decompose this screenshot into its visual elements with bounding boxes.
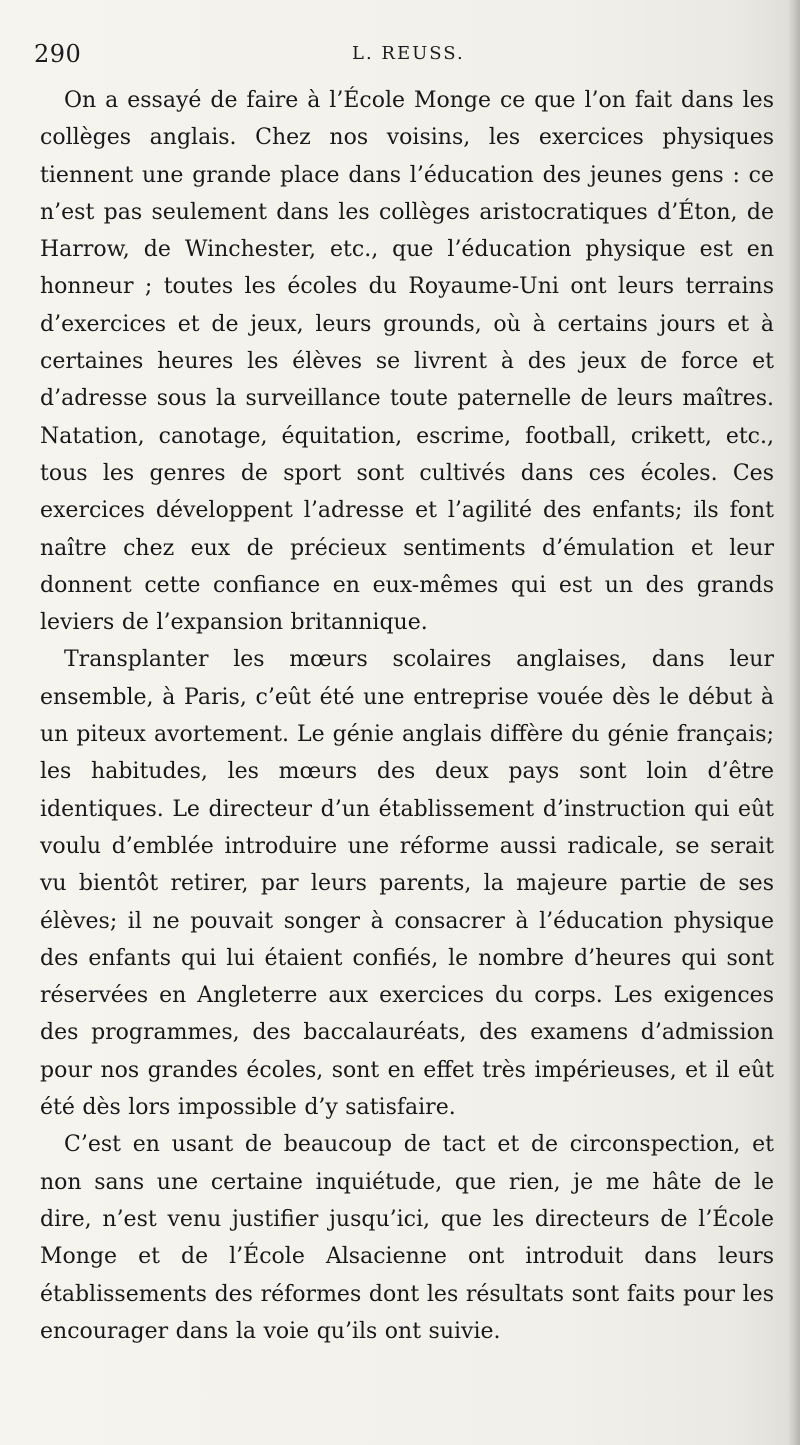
page-edge-shadow: [788, 0, 800, 1445]
page-header: [34, 40, 764, 74]
body-text: [40, 82, 774, 1350]
running-head: L. REUSS.: [352, 43, 465, 64]
paragraph-3: C’est en usant de beaucoup de tact et de circonspection, et non sans une certaine inquiétude, que rien, je me hâte de le dire, n’est venu justifier jusqu’ici, que les directeurs de l’École Monge et de l’École Alsacienne ont introduit dans leurs établissements des réformes dont les résultats sont faits pour les encourager dans la voie qu’ils ont suivie.: [40, 1132, 774, 1344]
paragraph-1: On a essayé de faire à l’École Monge ce que l’on fait dans les collèges anglais. Chez nos voisins, les exercices physiques tiennent une grande place dans l’éducation des jeunes gens : ce n’est pas seulement dans les collèges aristocratiques d’Éton, de Harrow, de Winchester, etc., que l’éducation physique est en honneur ; toutes les écoles du Royaume-Uni ont leurs terrains d’exercices et de jeux, leurs grounds, où à certains jours et à certaines heures les élèves se livrent à des jeux de force et d’adresse sous la surveillance toute paternelle de leurs maîtres. Natation, canotage, équitation, escrime, football, crikett, etc., tous les genres de sport sont cultivés dans ces écoles. Ces exercices développent l’adresse et l’agilité des enfants; ils font naître chez eux de précieux sentiments d’émulation et leur donnent cette confiance en eux-mêmes qui est un des grands leviers de l’expansion britannique.: [40, 88, 774, 636]
paragraph-2: Transplanter les mœurs scolaires anglaises, dans leur ensemble, à Paris, c’eût été une entreprise vouée dès le début à un piteux avortement. Le génie anglais diffère du génie français; les habitudes, les mœurs des deux pays sont loin d’être identiques. Le directeur d’un établissement d’instruction qui eût voulu d’emblée introduire une réforme aussi radicale, se serait vu bientôt retirer, par leurs parents, la majeure partie de ses élèves; il ne pouvait songer à consacrer à l’éducation physique des enfants qui lui étaient confiés, le nombre d’heures qui sont réservées en Angleterre aux exercices du corps. Les exigences des programmes, des baccalauréats, des examens d’admission pour nos grandes écoles, sont en effet très impérieuses, et il eût été dès lors impossible d’y satisfaire.: [40, 647, 774, 1121]
page-number: 290: [34, 40, 82, 68]
